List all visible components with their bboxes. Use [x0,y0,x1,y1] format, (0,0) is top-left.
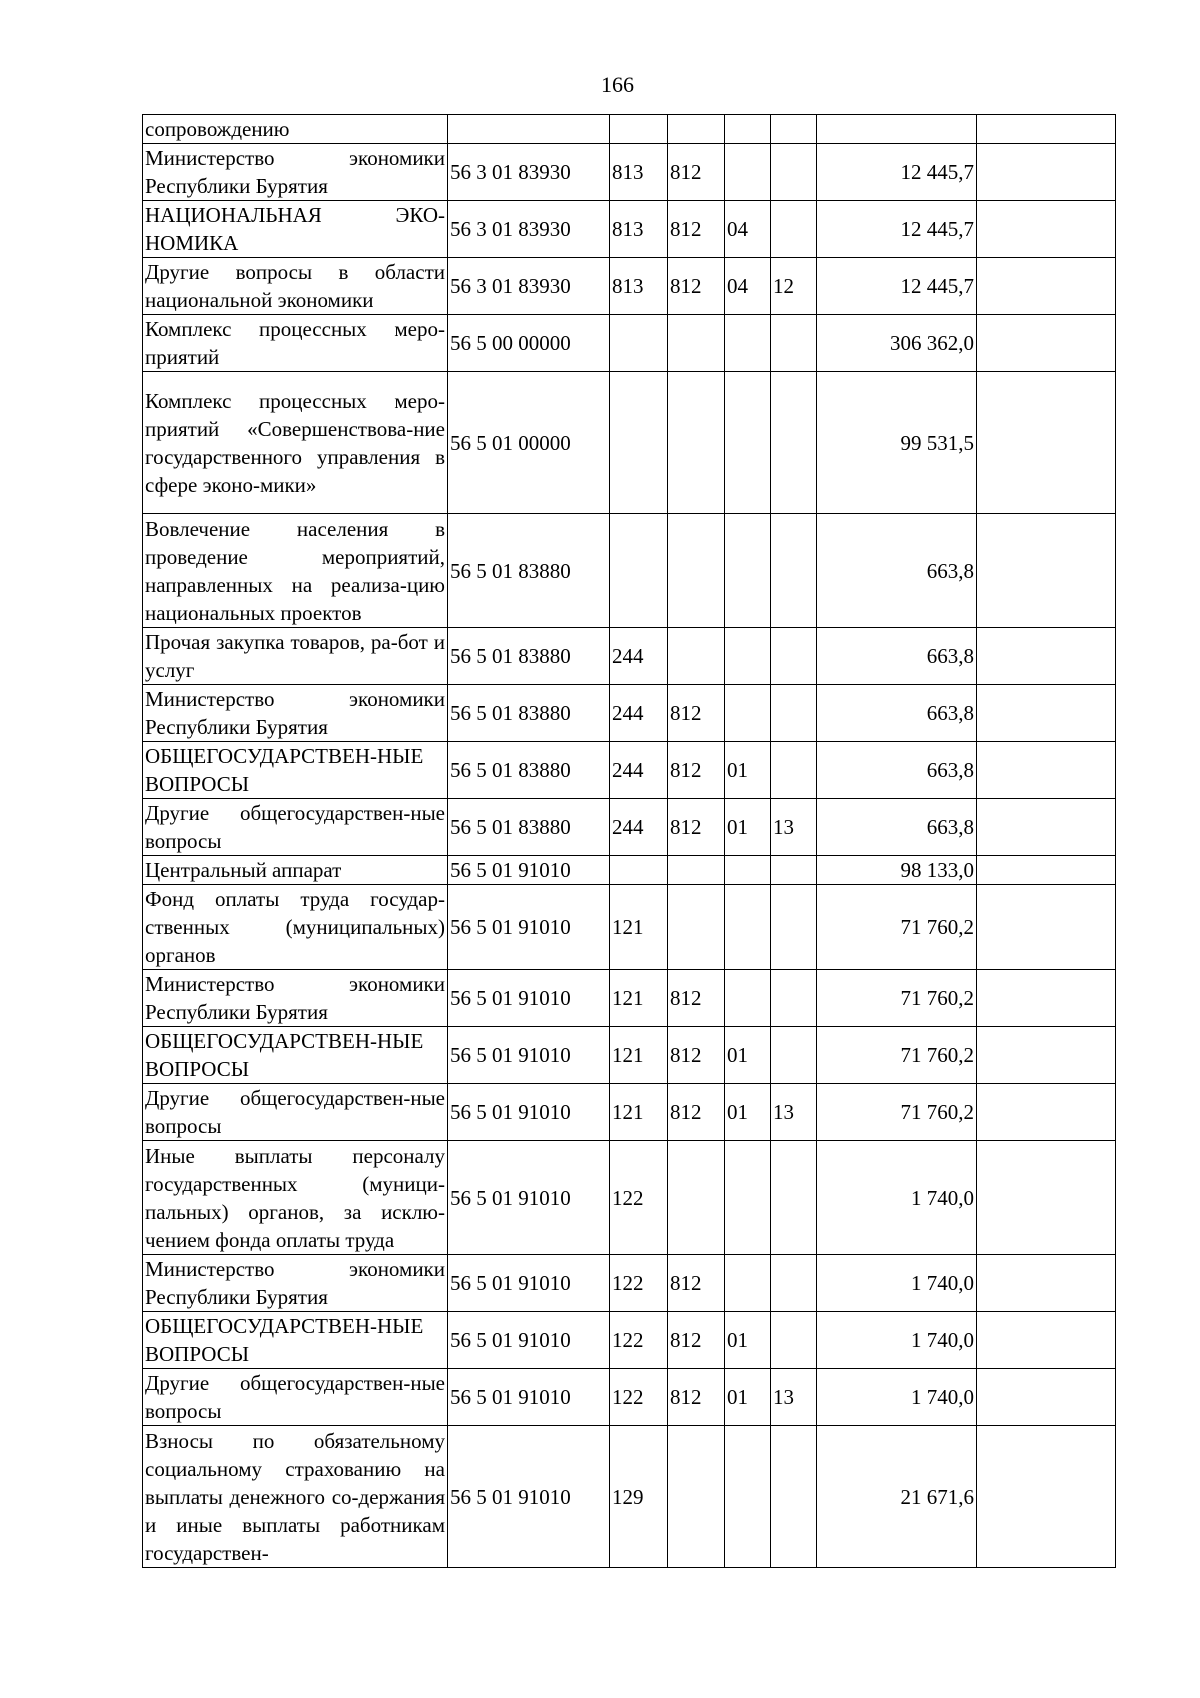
cell-target-article: 56 5 01 83880 [448,742,610,799]
cell-empty [977,970,1116,1027]
table-row [143,685,1116,742]
cell-amount: 1 740,0 [817,1369,977,1426]
cell-empty [977,799,1116,856]
cell-section: 01 [725,799,771,856]
cell-admin-code [668,1141,725,1255]
cell-amount: 663,8 [817,628,977,685]
cell-subsection [771,115,817,144]
cell-expense-type: 121 [610,885,668,970]
cell-amount: 98 133,0 [817,856,977,885]
cell-subsection: 13 [771,1084,817,1141]
cell-target-article: 56 5 00 00000 [448,315,610,372]
cell-amount: 12 445,7 [817,258,977,315]
table-row [143,1027,1116,1084]
cell-subsection [771,742,817,799]
cell-admin-code [668,115,725,144]
cell-subsection: 13 [771,799,817,856]
cell-name: Другие общегосударствен-ные вопросы [143,1084,448,1141]
cell-section [725,1426,771,1568]
cell-admin-code: 812 [668,799,725,856]
cell-empty [977,1027,1116,1084]
cell-amount: 1 740,0 [817,1312,977,1369]
cell-target-article: 56 5 01 83880 [448,799,610,856]
table-row [143,742,1116,799]
cell-empty [977,258,1116,315]
cell-amount: 71 760,2 [817,1084,977,1141]
cell-empty [977,115,1116,144]
cell-amount: 71 760,2 [817,970,977,1027]
cell-expense-type: 129 [610,1426,668,1568]
cell-section [725,1141,771,1255]
cell-section: 01 [725,742,771,799]
cell-admin-code: 812 [668,1312,725,1369]
table-row [143,856,1116,885]
cell-section [725,514,771,628]
cell-target-article: 56 5 01 91010 [448,1084,610,1141]
cell-name: Взносы по обязательному социальному страхованию на выплаты денежного со-держания и иные выплаты работникам государствен- [143,1426,448,1568]
cell-amount: 663,8 [817,799,977,856]
cell-expense-type: 122 [610,1312,668,1369]
cell-expense-type [610,372,668,514]
cell-subsection: 13 [771,1369,817,1426]
cell-target-article: 56 5 01 91010 [448,1312,610,1369]
cell-name: Министерство экономики Республики Бурятия [143,1255,448,1312]
cell-empty [977,1084,1116,1141]
cell-empty [977,201,1116,258]
cell-expense-type: 813 [610,258,668,315]
cell-admin-code: 812 [668,1369,725,1426]
cell-empty [977,1255,1116,1312]
cell-expense-type: 122 [610,1369,668,1426]
cell-name: сопровождению [143,115,448,144]
cell-subsection [771,970,817,1027]
cell-subsection [771,1255,817,1312]
cell-subsection [771,1141,817,1255]
table-row [143,115,1116,144]
cell-admin-code [668,315,725,372]
cell-name: Вовлечение населения в проведение мероприятий, направленных на реализа-цию национальных проектов [143,514,448,628]
cell-expense-type: 244 [610,742,668,799]
cell-subsection [771,372,817,514]
cell-expense-type: 121 [610,1084,668,1141]
cell-target-article: 56 5 01 91010 [448,970,610,1027]
cell-amount: 12 445,7 [817,201,977,258]
cell-section [725,1255,771,1312]
cell-subsection: 12 [771,258,817,315]
cell-admin-code: 812 [668,1084,725,1141]
cell-target-article: 56 3 01 83930 [448,258,610,315]
table-row [143,1084,1116,1141]
cell-section: 01 [725,1312,771,1369]
cell-target-article [448,115,610,144]
cell-name: Другие вопросы в области национальной экономики [143,258,448,315]
cell-target-article: 56 5 01 00000 [448,372,610,514]
cell-target-article: 56 3 01 83930 [448,144,610,201]
cell-expense-type: 813 [610,201,668,258]
cell-amount: 663,8 [817,514,977,628]
cell-subsection [771,315,817,372]
cell-admin-code: 812 [668,258,725,315]
cell-expense-type: 244 [610,685,668,742]
cell-section: 01 [725,1369,771,1426]
table-row [143,885,1116,970]
cell-section [725,315,771,372]
cell-name: Другие общегосударствен-ные вопросы [143,1369,448,1426]
cell-name: Прочая закупка товаров, ра-бот и услуг [143,628,448,685]
cell-target-article: 56 5 01 91010 [448,1141,610,1255]
cell-name: ОБЩЕГОСУДАРСТВЕН-НЫЕ ВОПРОСЫ [143,1312,448,1369]
table-row [143,315,1116,372]
cell-empty [977,1312,1116,1369]
cell-empty [977,685,1116,742]
cell-expense-type: 121 [610,1027,668,1084]
table-row [143,1312,1116,1369]
cell-subsection [771,1312,817,1369]
cell-name: Иные выплаты персоналу государственных (муници-пальных) органов, за исклю-чением фонда оплаты труда [143,1141,448,1255]
cell-empty [977,1141,1116,1255]
cell-subsection [771,885,817,970]
cell-section [725,856,771,885]
cell-empty [977,372,1116,514]
cell-name: Министерство экономики Республики Бурятия [143,685,448,742]
cell-admin-code [668,514,725,628]
cell-section [725,372,771,514]
cell-expense-type: 244 [610,799,668,856]
table-row [143,1369,1116,1426]
cell-admin-code [668,372,725,514]
table-row [143,144,1116,201]
cell-admin-code: 812 [668,742,725,799]
cell-admin-code [668,885,725,970]
cell-empty [977,144,1116,201]
cell-target-article: 56 5 01 83880 [448,685,610,742]
cell-name: Фонд оплаты труда государ-ственных (муниципальных) органов [143,885,448,970]
table-row [143,1426,1116,1568]
cell-empty [977,856,1116,885]
table-row [143,1141,1116,1255]
cell-section [725,115,771,144]
cell-subsection [771,201,817,258]
cell-amount: 21 671,6 [817,1426,977,1568]
table-row [143,970,1116,1027]
cell-admin-code: 812 [668,144,725,201]
cell-empty [977,315,1116,372]
cell-expense-type [610,856,668,885]
cell-name: Центральный аппарат [143,856,448,885]
cell-subsection [771,1426,817,1568]
cell-amount: 663,8 [817,742,977,799]
cell-name: Министерство экономики Республики Бурятия [143,970,448,1027]
cell-section [725,628,771,685]
cell-admin-code [668,1426,725,1568]
cell-admin-code: 812 [668,1027,725,1084]
cell-empty [977,1426,1116,1568]
table-row [143,628,1116,685]
cell-admin-code: 812 [668,685,725,742]
cell-amount [817,115,977,144]
cell-name: Министерство экономики Республики Бурятия [143,144,448,201]
cell-name: ОБЩЕГОСУДАРСТВЕН-НЫЕ ВОПРОСЫ [143,742,448,799]
cell-section [725,685,771,742]
cell-target-article: 56 3 01 83930 [448,201,610,258]
cell-name: НАЦИОНАЛЬНАЯ ЭКО-НОМИКА [143,201,448,258]
cell-expense-type [610,315,668,372]
cell-expense-type: 121 [610,970,668,1027]
cell-section [725,970,771,1027]
table-row [143,258,1116,315]
budget-table [142,114,1116,1568]
cell-name: Другие общегосударствен-ные вопросы [143,799,448,856]
cell-name: ОБЩЕГОСУДАРСТВЕН-НЫЕ ВОПРОСЫ [143,1027,448,1084]
cell-amount: 12 445,7 [817,144,977,201]
cell-admin-code: 812 [668,1255,725,1312]
cell-empty [977,1369,1116,1426]
cell-target-article: 56 5 01 83880 [448,514,610,628]
cell-admin-code [668,628,725,685]
cell-target-article: 56 5 01 91010 [448,856,610,885]
cell-section: 01 [725,1027,771,1084]
cell-section: 01 [725,1084,771,1141]
cell-subsection [771,628,817,685]
cell-amount: 1 740,0 [817,1141,977,1255]
cell-expense-type [610,514,668,628]
cell-target-article: 56 5 01 91010 [448,1426,610,1568]
page-number: 166 [601,72,634,97]
cell-expense-type [610,115,668,144]
cell-expense-type: 122 [610,1255,668,1312]
cell-admin-code [668,856,725,885]
cell-expense-type: 813 [610,144,668,201]
cell-target-article: 56 5 01 91010 [448,1027,610,1084]
cell-expense-type: 122 [610,1141,668,1255]
table-row [143,372,1116,514]
cell-section: 04 [725,201,771,258]
cell-empty [977,742,1116,799]
cell-subsection [771,856,817,885]
cell-expense-type: 244 [610,628,668,685]
cell-target-article: 56 5 01 91010 [448,1369,610,1426]
cell-empty [977,885,1116,970]
cell-section [725,885,771,970]
table-row [143,201,1116,258]
cell-amount: 71 760,2 [817,885,977,970]
cell-name: Комплекс процессных меро-приятий [143,315,448,372]
cell-subsection [771,685,817,742]
cell-name: Комплекс процессных меро-приятий «Совершенствова-ние государственного управления в сфере эконо-мики» [143,372,448,514]
cell-target-article: 56 5 01 91010 [448,885,610,970]
cell-subsection [771,1027,817,1084]
cell-empty [977,628,1116,685]
table-row [143,1255,1116,1312]
cell-section: 04 [725,258,771,315]
cell-target-article: 56 5 01 91010 [448,1255,610,1312]
cell-empty [977,514,1116,628]
cell-amount: 71 760,2 [817,1027,977,1084]
cell-amount: 306 362,0 [817,315,977,372]
cell-section [725,144,771,201]
table-row [143,514,1116,628]
cell-target-article: 56 5 01 83880 [448,628,610,685]
cell-amount: 1 740,0 [817,1255,977,1312]
cell-amount: 663,8 [817,685,977,742]
cell-amount: 99 531,5 [817,372,977,514]
cell-admin-code: 812 [668,201,725,258]
table-row [143,799,1116,856]
cell-subsection [771,514,817,628]
cell-subsection [771,144,817,201]
cell-admin-code: 812 [668,970,725,1027]
